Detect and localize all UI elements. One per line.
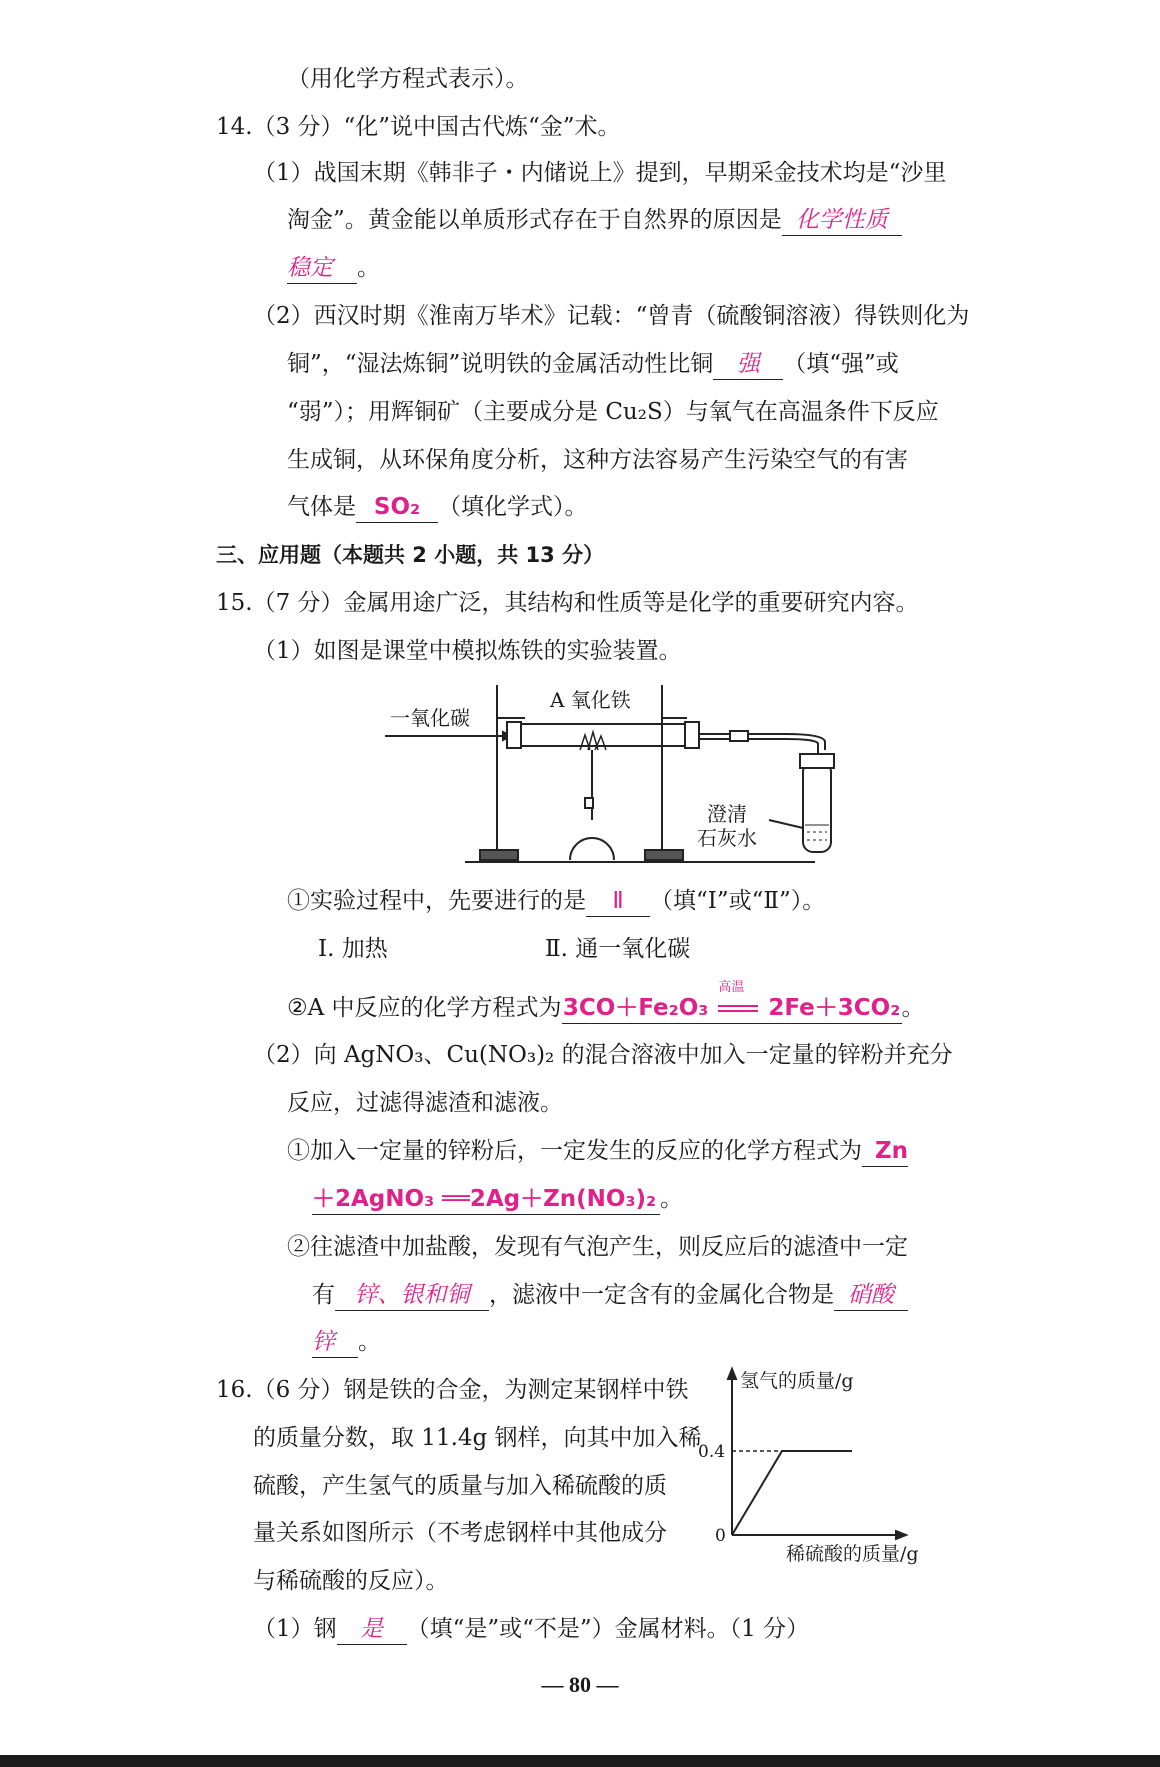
text-line: ②A 中反应的化学方程式为3CO＋Fe₂O₃ 高温 2Fe＋3CO₂。: [287, 993, 925, 1024]
answer-blank: Zn: [862, 1136, 908, 1167]
question-16-heading: 16.（6 分）钢是铁的合金，为测定某钢样中铁: [216, 1377, 689, 1403]
text-line: ＋2AgNO₃ ══2Ag＋Zn(NO₃)₂ 。: [312, 1184, 683, 1215]
answer-blank: SO₂: [356, 492, 438, 523]
section-heading: 三、应用题（本题共 2 小题，共 13 分）: [216, 543, 605, 567]
answer-blank: 稳定: [287, 253, 357, 284]
text-line: 稳定 。: [287, 253, 380, 284]
answer-blank: 锌、银和铜: [335, 1280, 489, 1311]
page-number: — 80 —: [541, 1672, 619, 1697]
text-line: 与稀硫酸的反应）。: [253, 1568, 449, 1594]
answer-blank: 锌: [312, 1327, 358, 1358]
origin-label: 0: [715, 1526, 726, 1546]
answer-blank: 化学性质: [782, 205, 902, 236]
x-axis-arrow: [896, 1531, 906, 1539]
text-line: 有 锌、银和铜 ，滤液中一定含有的金属化合物是 硝酸: [312, 1280, 908, 1311]
y-axis-arrow: [728, 1369, 736, 1379]
condition-label: 高温: [718, 980, 745, 995]
question-14-heading: 14.（3 分）“化”说中国古代炼“金”术。: [216, 114, 621, 140]
answer-blank: Ⅱ: [586, 886, 650, 917]
text-line: 反应，过滤得滤渣和滤液。: [287, 1090, 563, 1116]
text-line: 的质量分数，取 11.4g 钢样，向其中加入稀: [253, 1425, 702, 1451]
series-line: [732, 1451, 852, 1535]
text-line: 生成铜，从环保角度分析，这种方法容易产生污染空气的有害: [287, 447, 908, 473]
text-line: （1）战国末期《韩非子・内储说上》提到，早期采金技术均是“沙里: [253, 160, 947, 186]
option-ii: Ⅱ. 通一氧化碳: [545, 936, 691, 962]
x-axis-label: 稀硫酸的质量/g: [786, 1543, 919, 1565]
text-line: 硫酸，产生氢气的质量与加入稀硫酸的质: [253, 1473, 667, 1499]
text-line: （2）向 AgNO₃、Cu(NO₃)₂ 的混合溶液中加入一定量的锌粉并充分: [253, 1042, 953, 1068]
limewater-label-2: 石灰水: [697, 826, 757, 850]
y-axis-label: 氢气的质量/g: [740, 1370, 854, 1392]
a-label: A 氧化铁: [550, 688, 631, 712]
answer-blank: 3CO＋Fe₂O₃ 高温 2Fe＋3CO₂: [562, 993, 902, 1024]
text-line: 气体是 SO₂ （填化学式）。: [287, 492, 588, 523]
answer-blank: 强: [713, 349, 783, 380]
text-line: ①实验过程中，先要进行的是 Ⅱ （填“Ⅰ”或“Ⅱ”）。: [287, 886, 825, 917]
answer-blank: 硝酸: [834, 1280, 908, 1311]
limewater-label-1: 澄清: [707, 802, 747, 826]
co-label: 一氧化碳: [390, 706, 470, 730]
text-line: （2）西汉时期《淮南万毕术》记载：“曾青（硫酸铜溶液）得铁则化为: [253, 303, 970, 329]
bottom-bar: [0, 1755, 1160, 1767]
text-line: 铜”，“湿法炼铜”说明铁的金属活动性比铜 强 （填“强”或: [287, 349, 899, 380]
text-line: “弱”）；用辉铜矿（主要成分是 Cu₂S）与氧气在高温条件下反应: [287, 399, 939, 425]
text-line: 淘金”。黄金能以单质形式存在于自然界的原因是 化学性质: [287, 205, 902, 236]
hydrogen-mass-chart: [690, 1365, 940, 1565]
text-line: ②往滤渣中加盐酸，发现有气泡产生，则反应后的滤渣中一定: [287, 1234, 908, 1260]
text-line: ①加入一定量的锌粉后，一定发生的反应的化学方程式为 Zn: [287, 1136, 908, 1167]
text-line: （1）钢 是 （填“是”或“不是”）金属材料。（1 分）: [253, 1614, 809, 1645]
text-line: 锌 。: [312, 1327, 381, 1358]
y-tick-label: 0.4: [698, 1442, 726, 1462]
question-15-heading: 15.（7 分）金属用途广泛，其结构和性质等是化学的重要研究内容。: [216, 590, 919, 616]
answer-blank: 是: [337, 1614, 407, 1645]
text-line: （1）如图是课堂中模拟炼铁的实验装置。: [253, 638, 682, 664]
option-i: Ⅰ. 加热: [318, 936, 388, 962]
iron-smelting-apparatus-diagram: [385, 680, 835, 870]
text-line: 量关系如图所示（不考虑钢样中其他成分: [253, 1520, 667, 1546]
text-line: （用化学方程式表示）。: [287, 66, 529, 92]
answer-blank: ＋2AgNO₃ ══2Ag＋Zn(NO₃)₂: [312, 1184, 660, 1215]
